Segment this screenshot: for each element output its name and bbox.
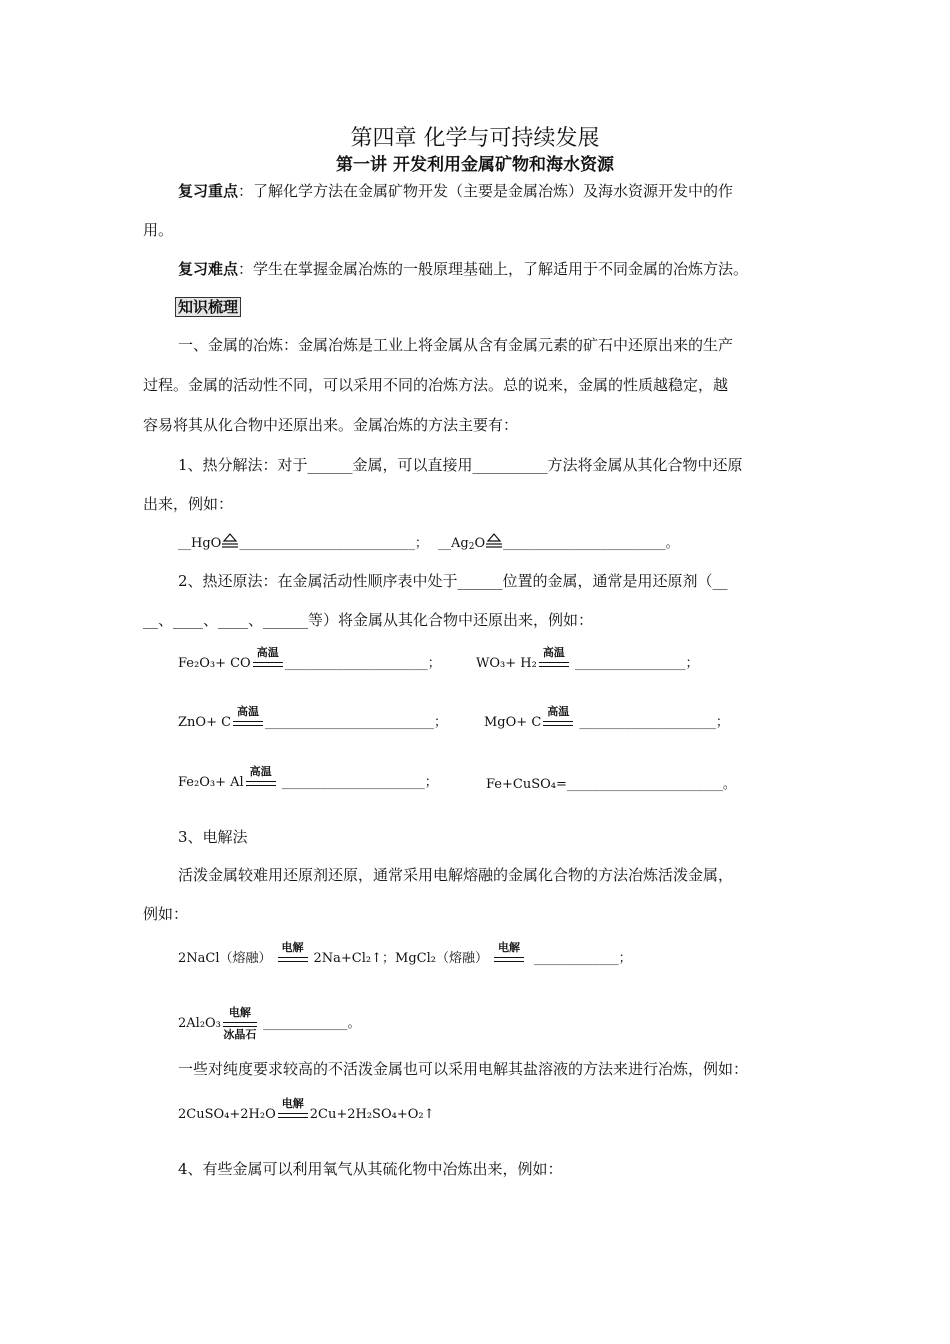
- hgo-formula: __HgO: [178, 536, 222, 551]
- method1-line1: 1、热分解法：对于______金属，可以直接用__________方法将金属从其化合物中还原: [178, 456, 743, 474]
- electrolysis-condition: 电解: [278, 1102, 308, 1122]
- high-temp-condition: 高温: [539, 651, 569, 671]
- high-temp-condition: 高温: [253, 651, 283, 671]
- reaction-fe2o3-co: Fe₂O₃+ CO 高温 ______________________；: [178, 646, 441, 671]
- method1-line2: 出来，例如：: [143, 495, 234, 513]
- page-title: 第四章 化学与可持续发展: [350, 126, 600, 151]
- method3-heading: 3、电解法: [178, 828, 248, 846]
- electrolysis-condition: 电解: [278, 946, 308, 966]
- method4-line1: 4、有些金属可以利用氧气从其硫化物中冶炼出来，例如：: [178, 1160, 563, 1178]
- hgo-blank: ___________________________；: [239, 536, 428, 551]
- reaction-nacl-electrolysis: 2NaCl（熔融） 电解 2Na+Cl₂↑；MgCl₂（熔融） 电解 _____________；: [178, 941, 632, 966]
- reaction-wo3-h2: WO₃+ H₂ 高温 _________________；: [476, 646, 699, 671]
- knowledge-heading-box: 知识梳理: [175, 297, 241, 317]
- method3-line1: 活泼金属较难用还原剂还原，通常采用电解熔融的金属化合物的方法冶炼活泼金属，: [178, 866, 734, 884]
- method2-line2: __、____、____、______等）将金属从其化合物中还原出来，例如：: [143, 611, 594, 629]
- review-focus-cont: 用。: [143, 221, 174, 239]
- review-focus-text: ：了解化学方法在金属矿物开发（主要是金属冶炼）及海水资源开发中的作: [238, 182, 734, 200]
- section1-line3: 容易将其从化合物中还原出来。金属冶炼的方法主要有：: [143, 416, 519, 434]
- high-temp-condition: 高温: [246, 770, 276, 790]
- method1-equations: [178, 532, 679, 552]
- knowledge-heading: [175, 296, 241, 317]
- review-difficulty-label: 复习难点: [178, 260, 239, 278]
- section1-line2: 过程。金属的活动性不同，可以采用不同的冶炼方法。总的说来，金属的性质越稳定，越: [143, 376, 729, 394]
- electrolysis-cryolite-condition: 电解 冰晶石: [223, 1006, 257, 1041]
- section1-line1: 一、金属的冶炼：金属冶炼是工业上将金属从含有金属元素的矿石中还原出来的生产: [178, 336, 734, 354]
- review-focus-label: 复习重点: [178, 182, 239, 200]
- review-difficulty: [178, 258, 748, 279]
- high-temp-condition: 高温: [233, 710, 263, 730]
- method3-line2: 例如：: [143, 905, 189, 923]
- reaction-fe2o3-al: Fe₂O₃+ Al 高温 ______________________；: [178, 765, 438, 790]
- review-focus: [178, 180, 733, 201]
- method2-line1: 2、热还原法：在金属活动性顺序表中处于______位置的金属，通常是用还原剂（__: [178, 572, 728, 590]
- electrolysis-condition: 电解: [494, 946, 524, 966]
- high-temp-condition: 高温: [543, 710, 573, 730]
- method3-line3: 一些对纯度要求较高的不活泼金属也可以采用电解其盐溶液的方法来进行冶炼，例如：: [178, 1060, 749, 1078]
- heat-triangle-icon: [485, 533, 503, 549]
- reaction-fe-cuso4: Fe+CuSO₄=________________________。: [486, 777, 736, 792]
- reaction-mgo-c: MgO+ C 高温 _____________________；: [484, 705, 729, 730]
- ag2o-blank: _________________________。: [503, 536, 679, 551]
- reaction-al2o3-electrolysis: 2Al₂O₃ 电解 冰晶石 _____________。: [178, 1006, 361, 1041]
- ag2o-formula: $\_\_Ag_2O$: [437, 536, 486, 552]
- reaction-cuso4-electrolysis: 2CuSO₄+2H₂O 电解 2Cu+2H₂SO₄+O₂↑: [178, 1097, 435, 1122]
- page-subtitle: 第一讲 开发利用金属矿物和海水资源: [336, 155, 614, 175]
- reaction-zno-c: ZnO+ C 高温 __________________________；: [178, 705, 448, 730]
- heat-triangle-icon: [221, 533, 239, 549]
- review-difficulty-text: ：学生在掌握金属冶炼的一般原理基础上，了解适用于不同金属的冶炼方法。: [238, 260, 749, 278]
